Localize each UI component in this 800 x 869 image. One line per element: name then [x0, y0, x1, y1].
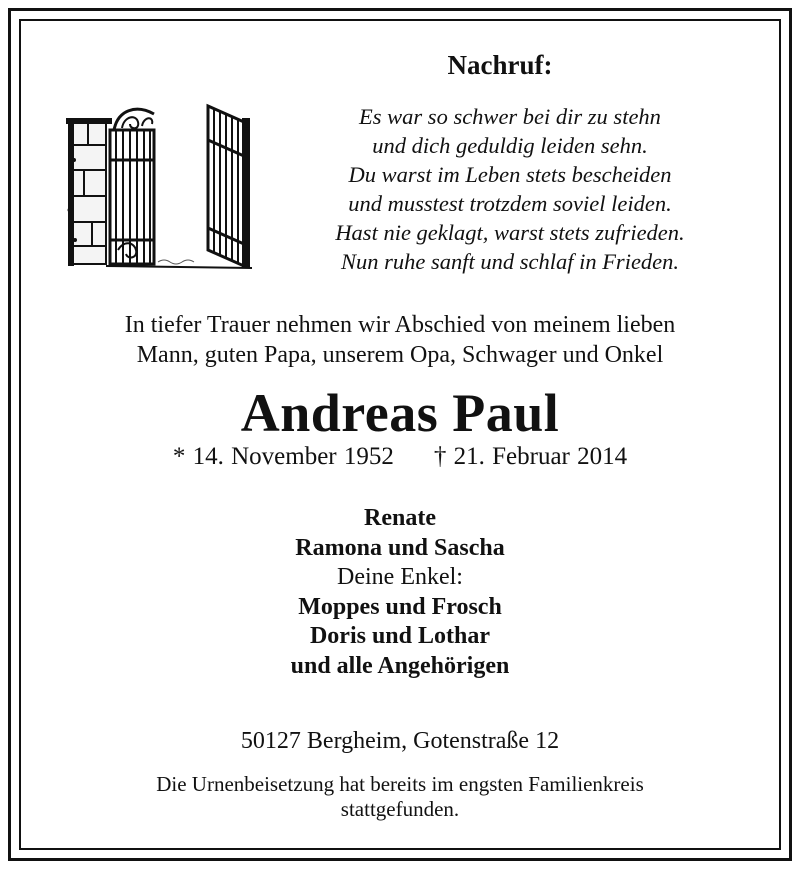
birth-date: * 14. November 1952 — [172, 443, 394, 470]
poem-line: Du warst im Leben stets bescheiden — [348, 162, 672, 187]
deceased-name: Andreas Paul — [240, 383, 560, 443]
note-line: stattgefunden. — [340, 797, 460, 821]
mourner-spouse: Renate — [364, 505, 436, 531]
mourner-grandchildren: Moppes und Frosch — [298, 593, 502, 620]
burial-note — [60, 772, 740, 822]
address: 50127 Bergheim, Gotenstraße 12 — [240, 728, 560, 754]
intro-line: In tiefer Trauer nehmen wir Abschied von meinem lieben — [124, 312, 676, 338]
poem-line: Es war so schwer bei dir zu stehn — [359, 104, 661, 129]
intro-text — [30, 310, 770, 370]
life-dates — [30, 443, 770, 471]
poem-line: und musstest trotzdem soviel leiden. — [348, 191, 672, 216]
poem — [270, 102, 750, 276]
grandchildren-label: Deine Enkel: — [337, 564, 463, 590]
right-gate-wing — [208, 106, 244, 266]
mourners-list — [30, 504, 770, 681]
note-line: Die Urnenbeisetzung hat bereits im engsten Familienkreis — [156, 772, 644, 796]
stone-pillar — [72, 122, 106, 264]
intro-line: Mann, guten Papa, unserem Opa, Schwager und Onkel — [136, 342, 664, 368]
mourner-grandchildren: Doris und Lothar — [309, 623, 491, 649]
open-gate-icon — [66, 100, 252, 270]
death-date: † 21. Februar 2014 — [433, 443, 628, 470]
mourner-children: Ramona und Sascha — [295, 534, 505, 561]
heading: Nachruf: — [447, 50, 553, 80]
poem-line: Hast nie geklagt, warst stets zufrieden. — [335, 220, 685, 245]
mourner-relatives: und alle Angehörigen — [290, 652, 510, 679]
poem-line: und dich geduldig leiden sehn. — [372, 133, 648, 158]
poem-line: Nun ruhe sanft und schlaf in Frieden. — [340, 249, 680, 274]
left-gate-wing — [110, 109, 154, 264]
